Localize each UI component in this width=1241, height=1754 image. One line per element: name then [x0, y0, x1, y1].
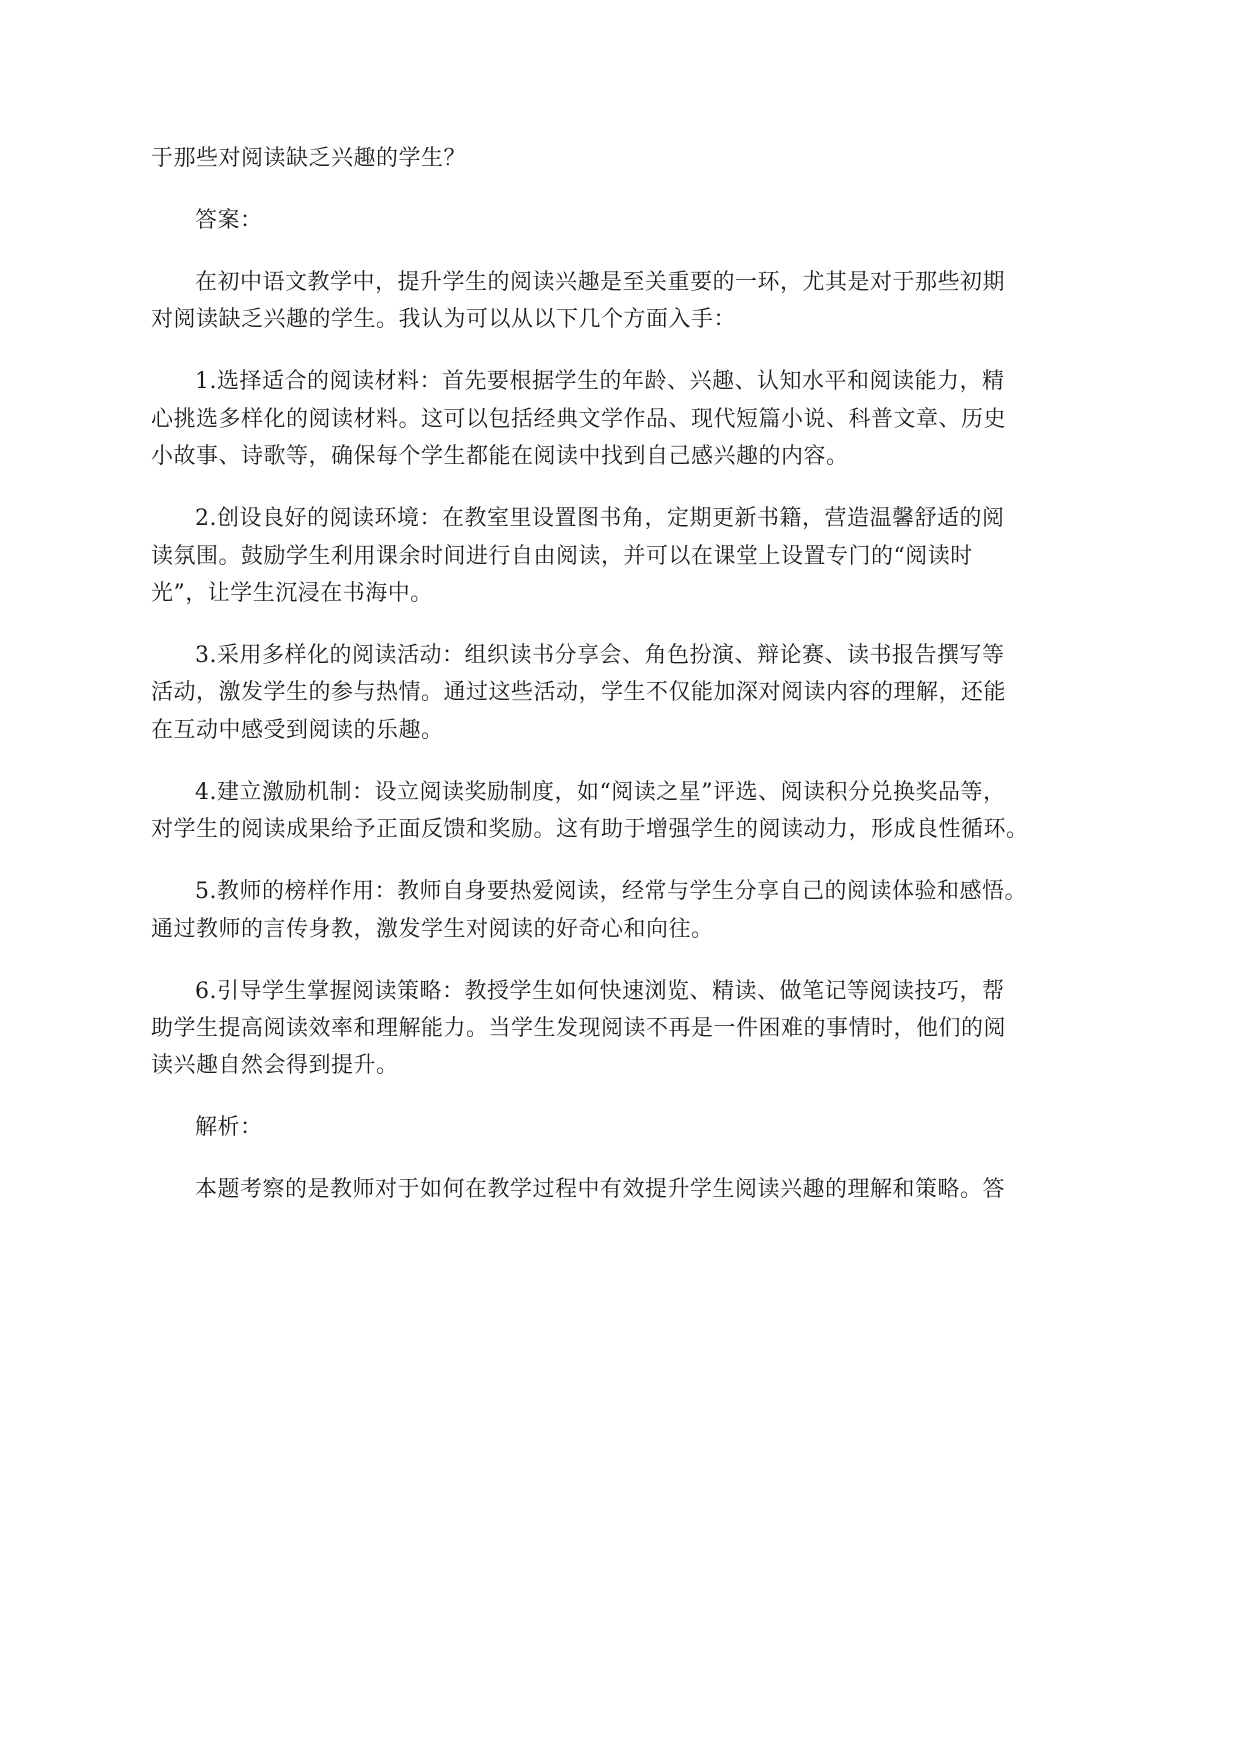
point-2-paragraph: [151, 500, 1091, 612]
intro-paragraph: [151, 264, 1091, 339]
paragraph-line: 4.建立激励机制：设立阅读奖励制度，如“阅读之星”评选、阅读积分兑换奖品等，: [195, 779, 1006, 805]
paragraph-line: 助学生提高阅读效率和理解能力。当学生发现阅读不再是一件困难的事情时，他们的阅: [151, 1016, 1007, 1042]
paragraph-line: 1.选择适合的阅读材料：首先要根据学生的年龄、兴趣、认知水平和阅读能力，精: [195, 369, 1005, 395]
point-5-paragraph: [151, 873, 1091, 948]
document-page: [151, 140, 1091, 1233]
point-3-paragraph: [151, 637, 1091, 749]
paragraph-line: 小故事、诗歌等，确保每个学生都能在阅读中找到自己感兴趣的内容。: [151, 444, 849, 470]
question-tail-line: 于那些对阅读缺乏兴趣的学生？: [151, 146, 467, 171]
analysis-line: 本题考察的是教师对于如何在教学过程中有效提升学生阅读兴趣的理解和策略。答: [195, 1177, 1006, 1203]
paragraph-line: 通过教师的言传身教，激发学生对阅读的好奇心和向往。: [151, 916, 714, 942]
point-4-paragraph: [151, 774, 1091, 849]
paragraph-line: 对阅读缺乏兴趣的学生。我认为可以从以下几个方面入手：: [151, 307, 737, 333]
paragraph-line: 光”，让学生沉浸在书海中。: [151, 581, 433, 607]
answer-label: 答案：: [195, 208, 263, 234]
paragraph-line: 2.创设良好的阅读环境：在教室里设置图书角，定期更新书籍，营造温馨舒适的阅: [195, 506, 1005, 532]
analysis-label: 解析：: [195, 1115, 263, 1141]
paragraph-line: 在初中语文教学中，提升学生的阅读兴趣是至关重要的一环，尤其是对于那些初期: [195, 270, 1006, 296]
point-6-paragraph: [151, 973, 1091, 1085]
paragraph-line: 心挑选多样化的阅读材料。这可以包括经典文学作品、现代短篇小说、科普文章、历史: [151, 406, 1007, 432]
paragraph-line: 在互动中感受到阅读的乐趣。: [151, 717, 444, 743]
paragraph-line: 6.引导学生掌握阅读策略：教授学生如何快速浏览、精读、做笔记等阅读技巧，帮: [195, 978, 1005, 1004]
paragraph-line: 5.教师的榜样作用：教师自身要热爱阅读，经常与学生分享自己的阅读体验和感悟。: [195, 879, 1027, 905]
point-1-paragraph: [151, 363, 1091, 475]
paragraph-line: 读兴趣自然会得到提升。: [151, 1053, 399, 1079]
paragraph-line: 活动，激发学生的参与热情。通过这些活动，学生不仅能加深对阅读内容的理解，还能: [151, 680, 1007, 706]
paragraph-line: 对学生的阅读成果给予正面反馈和奖励。这有助于增强学生的阅读动力，形成良性循环。: [151, 817, 1029, 843]
paragraph-line: 读氛围。鼓励学生利用课余时间进行自由阅读，并可以在课堂上设置专门的“阅读时: [151, 543, 973, 569]
paragraph-line: 3.采用多样化的阅读活动：组织读书分享会、角色扮演、辩论赛、读书报告撰写等: [195, 643, 1005, 669]
